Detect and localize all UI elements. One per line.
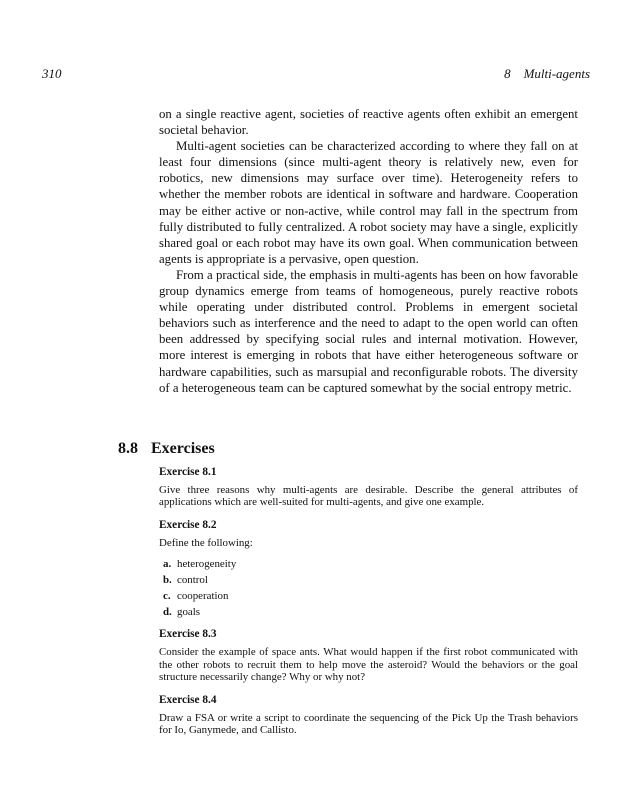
section-title: Exercises bbox=[151, 440, 215, 457]
list-item bbox=[163, 574, 578, 586]
list-item-text: goals bbox=[177, 605, 200, 618]
list-item-label: d. bbox=[163, 605, 172, 618]
chapter-number: 8 bbox=[504, 66, 511, 81]
paragraph-continuation: on a single reactive agent, societies of reactive agents often exhibit an emergent societal behavior. bbox=[159, 107, 578, 138]
exercise-8-1-heading: Exercise 8.1 bbox=[159, 466, 217, 478]
list-item-label: a. bbox=[163, 557, 172, 570]
list-item-text: heterogeneity bbox=[177, 557, 237, 570]
exercise-8-2-text: Define the following: bbox=[159, 537, 253, 550]
list-item-text: control bbox=[177, 573, 208, 586]
exercise-8-2-heading: Exercise 8.2 bbox=[159, 519, 217, 532]
exercise-8-3-heading: Exercise 8.3 bbox=[159, 628, 217, 641]
chapter-title: Multi-agents bbox=[523, 66, 590, 81]
section-number: 8.8 bbox=[118, 440, 138, 457]
list-item bbox=[163, 606, 578, 618]
list-item-label: b. bbox=[163, 573, 172, 586]
exercise-8-4-heading: Exercise 8.4 bbox=[159, 694, 217, 707]
page-number: 310 bbox=[42, 66, 62, 81]
body-text-column bbox=[159, 106, 578, 396]
section-heading bbox=[118, 440, 215, 458]
list-item-label: c. bbox=[163, 589, 171, 602]
exercise-8-1-text: Give three reasons why multi-agents are desirable. Describe the general attributes of applications which are well-suited for multi-agents, and give one example. bbox=[159, 483, 578, 509]
exercise-8-4-text: Draw a FSA or write a script to coordinate the sequencing of the Pick Up the Trash behaviors for Io, Ganymede, and Callisto. bbox=[159, 711, 578, 737]
paragraph-practical-side: From a practical side, the emphasis in multi-agents has been on how favorable group dynamics emerge from teams of homogeneous, purely reactive robots while operating under distributed control. Problems in emergent societal behaviors such as interference and the need to adapt to the open world can often been addressed by specifying social rules and internal motivation. However, more interest is emerging in robots that have either heterogeneous software or hardware capabilities, such as marsupial and reconfigurable robots. The diversity of a heterogeneous team can be captured somewhat by the social entropy metric. bbox=[159, 267, 578, 395]
running-header bbox=[42, 66, 590, 82]
list-item bbox=[163, 558, 578, 570]
exercise-8-2-list bbox=[163, 558, 578, 618]
paragraph-dimensions: Multi-agent societies can be characterized according to where they fall on at least four dimensions (since multi-agent theory is relatively new, even for robotics, new dimensions may surface over time). Heterogeneity refers to whether the member robots are identical in software and hardware. Cooperation may be either active or non-active, while control may fall in the spectrum from fully distributed to fully centralized. A robot society may have a single, explicitly shared goal or each robot may have its own goal. When communication between agents is appropriate is a pervasive, open question. bbox=[159, 139, 578, 266]
list-item-text: cooperation bbox=[177, 589, 229, 602]
exercise-8-3-text: Consider the example of space ants. What would happen if the first robot communicated with the other robots to recruit them to help move the asteroid? Would the behaviors or the goal structure necessarily change? Why or why not? bbox=[159, 646, 578, 684]
list-item bbox=[163, 590, 578, 602]
chapter-header bbox=[504, 66, 590, 82]
exercises-block bbox=[159, 466, 578, 737]
